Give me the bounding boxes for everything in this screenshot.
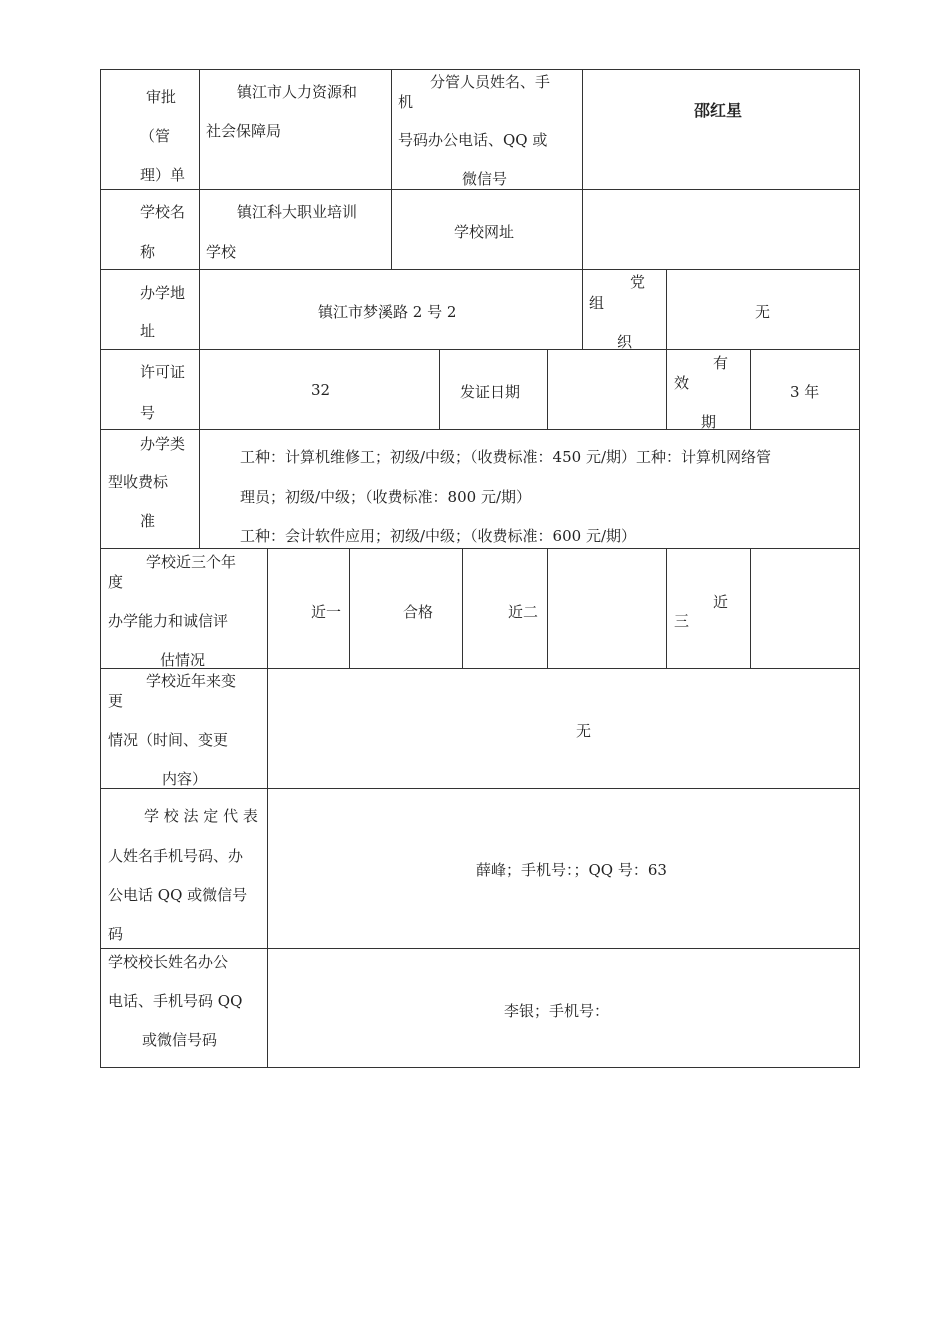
approval-label: 审批 [146, 88, 177, 106]
school-name-label: 学校名 [140, 203, 186, 221]
website-label: 学校网址 [454, 223, 515, 241]
changes-label: 更 [108, 692, 124, 710]
license-label: 号 [140, 404, 156, 422]
validity-value: 3 年 [790, 383, 820, 401]
col-separator [199, 69, 200, 189]
table-border-right [859, 69, 860, 1068]
principal-label: 或微信号码 [142, 1031, 218, 1049]
legal-rep-label: 公电话 QQ 或微信号 [108, 886, 248, 904]
evaluation-label: 估情况 [160, 651, 206, 669]
fees-value: 工种：计算机维修工；初级/中级；（收费标准：450 元/期）工种：计算机网络管 [240, 448, 772, 466]
row-separator [100, 269, 860, 270]
party-label: 党 [630, 273, 646, 291]
validity-label: 期 [701, 413, 717, 431]
col-separator [391, 69, 392, 189]
col-separator [267, 668, 268, 1068]
legal-rep-label: 学 校 法 定 代 表 [144, 807, 258, 825]
party-label: 织 [617, 333, 633, 351]
col-separator [462, 548, 463, 668]
row-separator [100, 668, 860, 669]
approval-unit-value: 镇江市人力资源和 [237, 83, 358, 101]
row-separator [100, 189, 860, 190]
fees-label: 型收费标 [108, 473, 169, 491]
principal-label: 电话、手机号码 QQ [108, 992, 243, 1010]
col-separator [666, 548, 667, 668]
table-border-left [100, 69, 101, 1068]
year2-label: 近二 [508, 603, 539, 621]
approval-label: （管 [140, 127, 171, 145]
school-name-value: 镇江科大职业培训 [237, 203, 358, 221]
row-separator [100, 429, 860, 430]
manager-value: 邵红星 [694, 101, 743, 120]
approval-unit-value: 社会保障局 [206, 122, 282, 140]
col-separator [750, 349, 751, 429]
col-separator [199, 349, 200, 429]
school-name-value: 学校 [206, 243, 237, 261]
principal-value: 李银；手机号： [504, 1002, 610, 1020]
license-value: 32 [311, 381, 331, 399]
col-separator [666, 349, 667, 429]
year3-label: 三 [674, 612, 690, 630]
col-separator [547, 349, 548, 429]
year1-label: 近一 [311, 603, 342, 621]
col-separator [439, 349, 440, 429]
address-label: 址 [140, 322, 156, 340]
col-separator [199, 429, 200, 548]
manager-label: 微信号 [462, 170, 508, 188]
fees-label: 准 [140, 512, 156, 530]
col-separator [582, 189, 583, 269]
row-separator [100, 548, 860, 549]
address-label: 办学地 [140, 284, 186, 302]
manager-label: 分管人员姓名、手 [430, 73, 551, 91]
validity-label: 有 [713, 354, 729, 372]
approval-label: 理）单 [140, 166, 186, 184]
col-separator [582, 69, 583, 189]
license-label: 许可证 [140, 363, 186, 381]
evaluation-label: 学校近三个年 [146, 553, 237, 571]
changes-value: 无 [576, 722, 592, 740]
manager-label: 机 [398, 93, 414, 111]
party-label: 组 [589, 294, 605, 312]
row-separator [100, 948, 860, 949]
manager-label: 号码办公电话、QQ 或 [398, 131, 548, 149]
legal-rep-label: 人姓名手机号码、办 [108, 847, 244, 865]
validity-label: 效 [674, 374, 690, 392]
col-separator [349, 548, 350, 668]
changes-label: 内容） [162, 770, 208, 788]
year1-value: 合格 [403, 603, 434, 621]
fees-value: 工种：会计软件应用；初级/中级；（收费标准：600 元/期） [240, 527, 637, 545]
table-border-bottom [100, 1067, 860, 1068]
year3-label: 近 [713, 593, 729, 611]
col-separator [391, 189, 392, 269]
col-separator [582, 269, 583, 349]
changes-label: 学校近年来变 [146, 672, 237, 690]
issue-date-label: 发证日期 [460, 383, 521, 401]
changes-label: 情况（时间、变更 [108, 731, 229, 749]
row-separator [100, 349, 860, 350]
col-separator [666, 269, 667, 349]
col-separator [267, 548, 268, 668]
legal-rep-value: 薛峰；手机号：；QQ 号：63 [476, 861, 667, 879]
fees-label: 办学类 [140, 435, 186, 453]
evaluation-label: 办学能力和诚信评 [108, 612, 229, 630]
principal-label: 学校校长姓名办公 [108, 953, 229, 971]
col-separator [199, 189, 200, 269]
party-value: 无 [755, 303, 771, 321]
col-separator [547, 548, 548, 668]
school-name-label: 称 [140, 243, 156, 261]
fees-value: 理员；初级/中级；（收费标准：800 元/期） [240, 488, 532, 506]
address-value: 镇江市梦溪路 2 号 2 [318, 303, 457, 321]
col-separator [199, 269, 200, 349]
table-border-top [100, 69, 860, 70]
legal-rep-label: 码 [108, 925, 124, 943]
col-separator [750, 548, 751, 668]
evaluation-label: 度 [108, 573, 124, 591]
row-separator [100, 788, 860, 789]
